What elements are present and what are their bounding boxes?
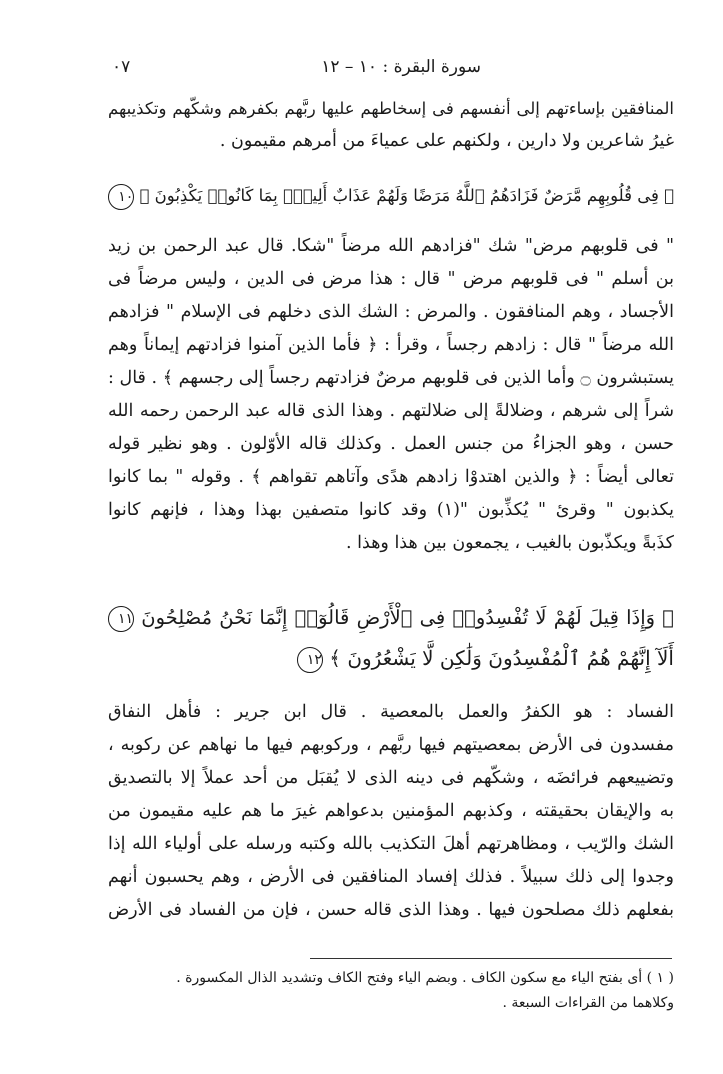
commentary-paragraph-2 (108, 696, 674, 927)
verse-line (108, 176, 674, 216)
text-line: به والإيقان بحقيقته ، وكذبهم المؤمنين بدعواهم غيرَ ما هم عليه مقيمون من (108, 801, 674, 821)
text-line: المنافقين بإساءتهم إلى أنفسهم فى إسخاطهم عليها ربَّهم بكفرهم وشكّهم وتكذيبهم (108, 99, 674, 118)
verse-text: أَلَآ إِنَّهُمْ هُمُ ٱلْمُفْسِدُونَ وَلَٰكِن لَّا يَشْعُرُونَ ﴾ (329, 646, 674, 670)
text-line: وتضييعهم فرائضَه ، وشكّهم فى دينه الذى لا يُقبَل من أحد عملاً إلا بالتصديق (108, 768, 674, 788)
text-line: بفعلهم ذلك مصلحون فيها . وهذا الذى قاله حسن ، فإن من الفساد فى الأرض (108, 900, 674, 920)
verses-11-12-block (108, 598, 674, 678)
intro-paragraph (108, 92, 674, 158)
text-line: كذَبةً ويكذّبون بالغيب ، يجمعون بين هذا وهذا . (346, 533, 674, 553)
text-line: الأجساد ، وهم المنافقون . والمرض : الشك الذى دخلهم فى الإسلام " فزادهم (108, 302, 674, 322)
text-line: الله مرضاً " قال : زادهم رجساً ، وقرأ : ﴿ فأما الذين آمنوا فزادتهم إيماناً وهم (108, 335, 674, 355)
footnote-line: ( ١ ) أى بفتح الياء مع سكون الكاف . وبضم الياء وفتح الكاف وتشديد الذال المكسورة . (176, 970, 674, 986)
footnote-line: وكلاهما من القراءات السبعة . (502, 995, 674, 1011)
text-line: يكذبون " وقرئ " يُكذِّبون "(١) وقد كانوا متصفين بهذا وهذا ، فإنهم كانوا (108, 500, 674, 520)
text-line: " فى قلوبهم مرض" شك "فزادهم الله مرضاً "شكا. قال عبد الرحمن بن زيد (108, 236, 674, 256)
ayah-number-marker: ١٠ (108, 184, 134, 210)
surah-title: سورة البقرة : ١٠ – ١٢ (321, 57, 482, 77)
commentary-paragraph-1 (108, 230, 674, 560)
page-number: ٠٧ (112, 57, 131, 77)
text-line: بن أسلم " فى قلوبهم مرض " قال : هذا مرض فى الدين ، وليس مرضاً فى (108, 269, 674, 289)
text-line: شراً إلى شرهم ، وضلالةً إلى ضلالتهم . وهذا الذى قاله عبد الرحمن رحمه الله (108, 401, 674, 421)
verse-text: ﴿ فِى قُلُوبِهِم مَّرَضٌ فَزَادَهُمُ ٱللَّهُ مَرَضًا وَلَهُمْ عَذَابٌ أَلِيمٌۢ بِمَا كَانُوا۟ يَكْذِبُونَ ﴾ (139, 186, 674, 205)
page-header (112, 52, 672, 82)
verse-text: ﴿ وَإِذَا قِيلَ لَهُمْ لَا تُفْسِدُوا۟ فِى ٱلْأَرْضِ قَالُوٓا۟ إِنَّمَا نَحْنُ مُصْلِحُونَ (141, 606, 674, 629)
verse-10-block (108, 176, 674, 216)
text-line: تعالى أيضاً : ﴿ والذين اهتدوْا زادهم هدًى وآتاهم تقواهم ﴾ . وقوله " بما كانوا (108, 467, 674, 487)
text-line: الفساد : هو الكفرُ والعمل بالمعصية . قال ابن جرير : فأهل النفاق (108, 702, 674, 722)
text-line: يستبشرون ۝ وأما الذين فى قلوبهم مرضٌ فزادتهم رجساً إلى رجسهم ﴾ . قال : (108, 368, 674, 388)
footnote (108, 966, 674, 1016)
text-line: مفسدون فى الأرض بمعصيتهم فيها ربَّهم ، وركوبهم فيها ما نهاهم عن ركوبه ، (108, 735, 674, 755)
text-line: الشك والرّيب ، ومظاهرتهم أهلَ التكذيب بالله وكتبه ورسله على أولياء الله إذا (108, 834, 674, 854)
footnote-divider (310, 958, 672, 959)
text-line: حسن ، وهو الجزاءُ من جنس العمل . وكذلك قاله الأوّلون . وهو نظير قوله (108, 434, 674, 454)
text-line: غيرُ شاعرين ولا دارين ، ولكنهم على عمياءَ من أمرهم مقيمون . (219, 131, 674, 151)
ayah-number-marker: ١٢ (297, 647, 323, 673)
verse-line (108, 598, 674, 638)
verse-line (108, 638, 674, 678)
text-line: وجدوا إلى ذلك سبيلاً . فذلك إفساد المنافقين فى الأرض ، وهم يحسبون أنهم (108, 867, 674, 887)
ayah-number-marker: ١١ (108, 606, 134, 632)
